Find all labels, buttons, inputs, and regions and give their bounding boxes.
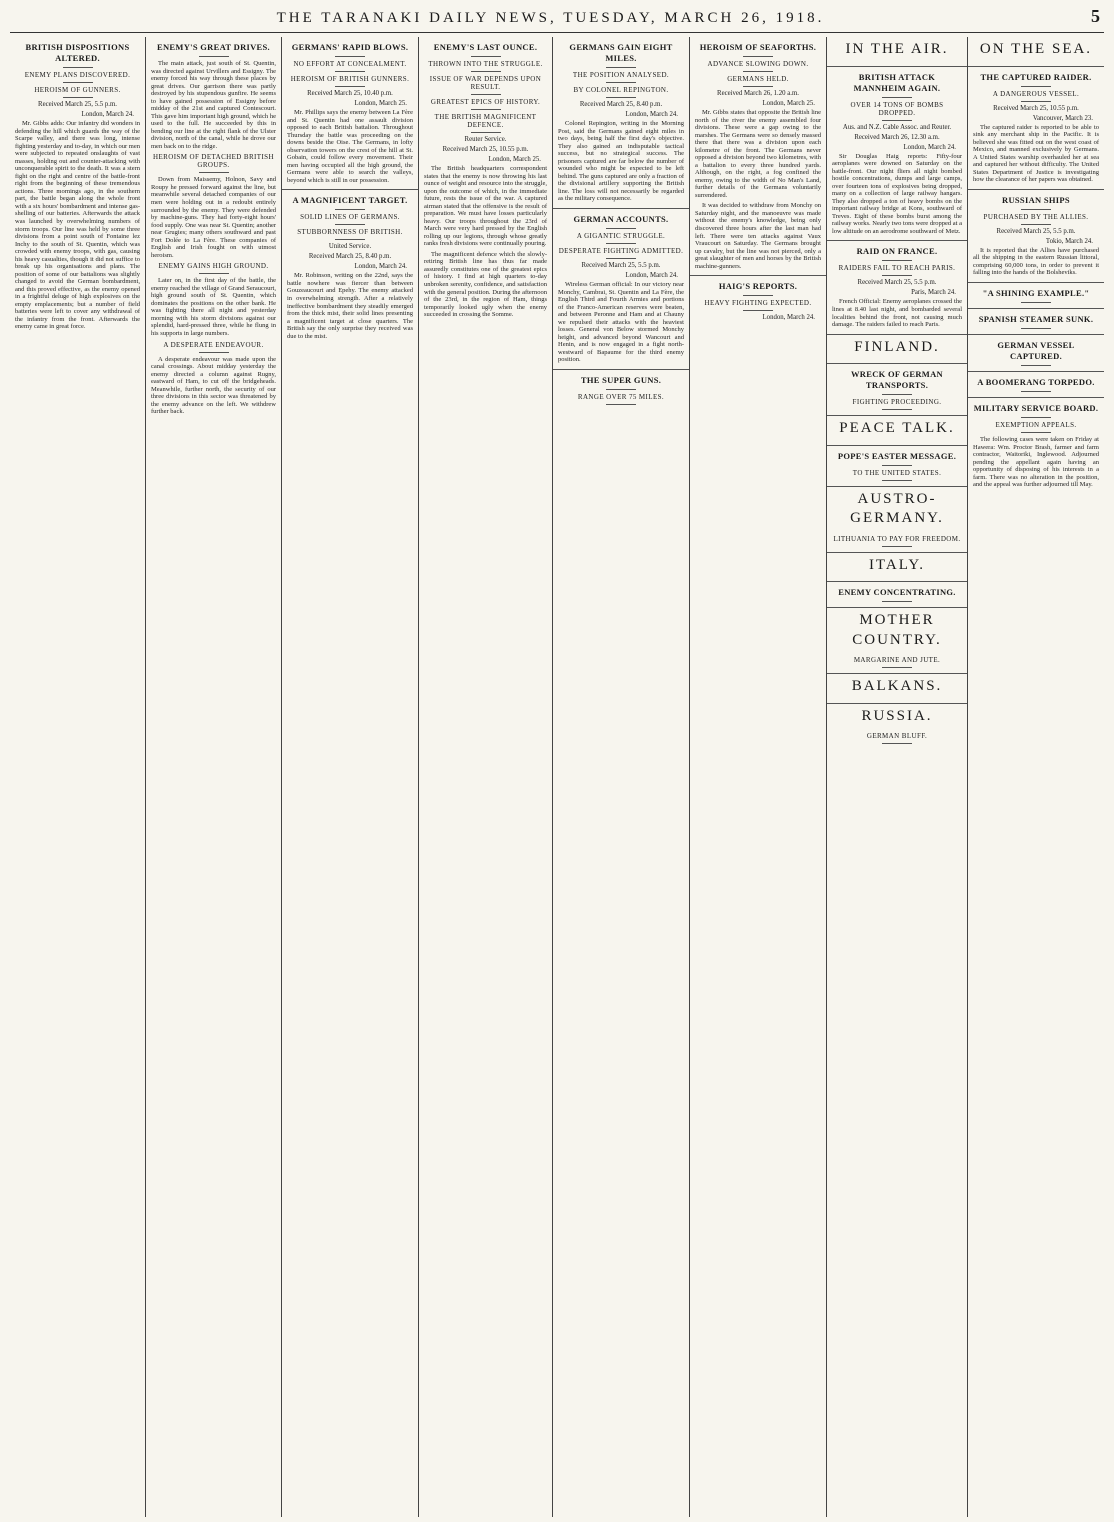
column-rule <box>827 703 967 704</box>
section-headline: GERMANS GAIN EIGHT MILES. <box>569 42 673 64</box>
short-rule <box>1021 432 1051 433</box>
section-banner: ITALY. <box>868 556 926 573</box>
sub-headline: PURCHASED BY THE ALLIES. <box>983 212 1089 221</box>
short-rule <box>606 258 636 259</box>
column-5 <box>553 37 690 1517</box>
dateline: Received March 25, 5.5 p.m. <box>996 227 1076 235</box>
sub-headline: GERMAN BLUFF. <box>866 732 928 741</box>
dateline-place: Vancouver, March 23. <box>1032 114 1093 122</box>
short-rule <box>471 56 501 57</box>
sub-headline: HEROISM OF GUNNERS. <box>34 86 121 95</box>
column-rule <box>553 369 689 370</box>
column-rule <box>690 275 826 276</box>
column-4 <box>419 37 553 1517</box>
dateline: Received March 26, 12.30 a.m. <box>854 133 940 141</box>
column-rule <box>827 486 967 487</box>
short-rule <box>882 743 912 744</box>
article-body: The magnificent defence which the slowly-retiring British line has thus far made assuredly constitutes one of the greatest epics of history. I find at high quarters to-day unbroken serenity, confidence, and satisfaction with the general position. During the afternoon of the 23rd, in the region of Ham, things temporarily looked ugly when the enemy succeeded in crossing the Somme. <box>424 250 547 319</box>
sub-headline: THE POSITION ANALYSED. <box>572 71 670 80</box>
short-rule <box>199 56 229 57</box>
sub-headline: STUBBORNNESS OF BRITISH. <box>297 228 403 237</box>
section-headline: THE CAPTURED RAIDER. <box>980 71 1092 82</box>
dateline: United Service. <box>328 243 372 251</box>
sub-headline: ENEMY GAINS HIGH GROUND. <box>158 262 269 271</box>
short-rule <box>606 243 636 244</box>
dateline: Received March 26, 1.20 a.m. <box>717 90 799 98</box>
dateline: Received March 25, 10.55 p.m. <box>993 104 1079 112</box>
sub-headline: ADVANCE SLOWING DOWN. <box>707 60 809 69</box>
sub-headline: MARGARINE AND JUTE. <box>853 656 941 665</box>
short-rule <box>63 97 93 98</box>
section-headline: BRITISH DISPOSITIONS ALTERED. <box>25 42 130 64</box>
column-container <box>10 37 1104 1517</box>
sub-headline: NO EFFORT AT CONCEALMENT. <box>293 60 407 69</box>
column-rule <box>827 581 967 582</box>
sub-headline: BY COLONEL REPINGTON. <box>573 86 669 95</box>
section-headline: SPANISH STEAMER SUNK. <box>978 314 1094 325</box>
short-rule <box>1021 391 1051 392</box>
sub-headline: OVER 14 TONS OF BOMBS DROPPED. <box>850 100 944 117</box>
short-rule <box>743 56 773 57</box>
short-rule <box>471 132 501 133</box>
column-rule <box>827 240 967 241</box>
short-rule <box>471 71 501 72</box>
sub-headline: HEAVY FIGHTING EXPECTED. <box>704 299 812 308</box>
short-rule <box>335 239 365 240</box>
section-banner: ON THE SEA. <box>979 41 1093 57</box>
short-rule <box>1021 86 1051 87</box>
short-rule <box>743 310 773 311</box>
short-rule <box>199 172 229 173</box>
short-rule <box>199 352 229 353</box>
dateline-place: Paris, March 24. <box>911 289 956 297</box>
article-body: It is reported that the Allies have purchased all the shipping in the eastern Russian littoral, comprising 60,000 tons, in order to prevent it falling into the hands of the Bolsheviks. <box>973 246 1099 277</box>
dateline-place: London, March 24. <box>625 111 678 119</box>
article-body: The main attack, just south of St. Quentin, was directed against Urvillers and Essigny. The enemy forced his way through these places by great drives. Our garrison there was partly destroyed by his stupendous gunfire. He seems to have gained possession of Essigny before midday of the 21st and captured Contescourt. This gave him important high ground, which he used to the full. He succeeded by this in bending our line at the right flank of the Ulster division, north of the canal, while he drove our men back on to the ridge. <box>151 60 276 150</box>
sub-headline: RANGE OVER 75 MILES. <box>577 392 665 401</box>
column-rule <box>827 673 967 674</box>
column-rule <box>827 445 967 446</box>
article-body: Sir Douglas Haig reports: Fifty-four aeroplanes were downed on Saturday on the battle-front. Our night fliers all night bombed hostile concentrations, dumps and large camps, over fourteen tons of explosives being dropped, many on a collection of large railway hangars. They also dropped a ton of heavy bombs on the important railway bridge at Kons, southward of Treves. Eight of these bombs burst among the railway works. Nearly two tons were dropped at a low altitude on an aerodrome southward of Metz. <box>832 152 962 235</box>
section-banner: IN THE AIR. <box>845 41 949 57</box>
article-body: Down from Maissemy, Holnon, Savy and Roupy he pressed forward against the line, but meanwhile several detached companies of our men were holding out in a redoubt entirely surrounded by the enemy. They were defended by machine-guns. They had forty-eight hours' food supply. One was near St. Quentin; another near Grugies; many others southward and past Fort Dolée to La Fère. These companies of English and Irish fought on with utmost heroism. <box>151 176 276 259</box>
short-rule <box>63 67 93 68</box>
masthead-title: THE TARANAKI DAILY NEWS, TUESDAY, MARCH 26, 1918. <box>276 10 825 26</box>
page-number: 5 <box>1091 6 1100 26</box>
section-headline: WRECK OF GERMAN TRANSPORTS. <box>850 369 943 391</box>
sub-headline: THROWN INTO THE STRUGGLE. <box>428 60 543 69</box>
short-rule <box>606 228 636 229</box>
dateline-place: London, March 25. <box>488 156 541 164</box>
dateline: Received March 25, 5.5 p.m. <box>857 279 937 287</box>
short-rule <box>882 465 912 466</box>
column-rule <box>827 363 967 364</box>
short-rule <box>1021 328 1051 329</box>
sub-headline: FIGHTING PROCEEDING. <box>852 398 942 407</box>
column-rule <box>282 189 418 190</box>
short-rule <box>743 71 773 72</box>
dateline-place: London, March 25. <box>354 100 407 108</box>
short-rule <box>882 97 912 98</box>
dateline-place: London, March 24. <box>762 314 815 322</box>
section-banner: BALKANS. <box>851 678 943 695</box>
short-rule <box>606 97 636 98</box>
section-banner: FINLAND. <box>854 338 940 355</box>
section-banner: AUSTRO-GERMANY. <box>850 490 944 527</box>
article-body: Mr. Gibbs states that opposite the British line north of the river the enemy assembled four divisions. These were a gap owing to the marshes. The Germans were so densely massed there that there was a division upon each kilometre of the front. The Germans never opposed a division beyond two kilometres, with a battalion to every three hundred yards. Although, on the right, a fog confined the enemy, owing to the width of No Man's Land, further details of the Germans voluntarily surrendered. <box>695 109 821 199</box>
section-headline: A MAGNIFICENT TARGET. <box>292 195 408 206</box>
article-body: Mr. Phillips says the enemy between La Fère and St. Quentin had one assault division opposed to each British battalion. Throughout Thursday the battle was proceeding on the downs beside the Oise. The Germans, in lofty observation towers on the crest of the hill at St. Gobain, could follow every movement. Their men having occupied all the high ground, the Germans were able to search the valleys, beyond which is still in our possession. <box>287 109 413 184</box>
column-rule <box>968 66 1104 67</box>
section-banner: RUSSIA. <box>861 707 933 724</box>
dateline: Reuter Service. <box>464 136 507 144</box>
article-body: It was decided to withdraw from Monchy on Saturday night, and the manoeuvre was made without the enemy's knowledge, being only discovered three hours after the last man had left. There were ten attacks against Vaux Vraucourt on Saturday. The Germans brought up cavalry, but the line was not pierced, only a great slaughter of men and horses by the British machine-gunners. <box>695 202 821 270</box>
section-banner: MOTHER COUNTRY. <box>852 612 942 648</box>
sub-headline: SOLID LINES OF GERMANS. <box>300 213 400 222</box>
column-3 <box>282 37 419 1517</box>
dateline: Received March 25, 8.40 p.m. <box>579 101 663 109</box>
short-rule <box>606 82 636 83</box>
short-rule <box>882 409 912 410</box>
column-rule <box>968 308 1104 309</box>
short-rule <box>199 273 229 274</box>
section-headline: MILITARY SERVICE BOARD. <box>973 403 1099 414</box>
section-headline: RAID ON FRANCE. <box>856 246 938 257</box>
sub-headline: A DESPERATE ENDEAVOUR. <box>163 340 264 349</box>
sub-headline: ISSUE OF WAR DEPENDS UPON RESULT. <box>429 75 542 92</box>
short-rule <box>882 275 912 276</box>
section-headline: ENEMY'S LAST OUNCE. <box>433 42 538 52</box>
dateline-place: London, March 24. <box>81 111 134 119</box>
sub-headline: THE BRITISH MAGNIFICENT DEFENCE. <box>434 113 537 130</box>
dateline: Received March 25, 5.5 p.m. <box>38 101 117 109</box>
article-body: Mr. Gibbs adds: Our infantry did wonders in defending the hill which guards the way of the Scarpe valley, and there was long, intense fighting yesterday and to-day, in which our men were subjected to repeated onslaughts of vast masses, holding out and counter-attacking with unconquerable spirit to the death. It was a stern fight on the right and centre of the battle-front right from the beginning of these tremendous actions. Three mornings ago, in the southern part, the battle began along the whole front with a six hours' bombardment and intense gas-shelling of our batteries. Afterwards the attack was launched by overwhelming numbers of storm troops. Our line was held by some three divisions from a point south of Fontaine lez Inchy to the south of St. Quentin, which was crowded with enemy troops, with gas, causing his heavy casualties, though it did not suffice to break up his organisations and plans. The position of some of our battalions was slightly changed to avoid the German bombardment, and this proved effective, as the enemy opened in a frightful deluge of high explosives on the empty emplacements; but a number of field batteries were left to cover any withdrawal of the infantry from the front. Afterwards the enemy came in great force. <box>15 120 140 331</box>
article-body: The British headquarters correspondent states that the enemy is now throwing his last ounce of weight and resource into the struggle, upon the outcome of which, in the immediate future, rests the issue of the war. A captured airman stated that the offensive is the result of preparation. We must have losses particularly heavy. Our troops throughout the 23rd of March were very hard pressed by the English rolling up our legions, through whose greatly ranks fresh divisions were continually pouring. <box>424 165 547 248</box>
dateline-place: Tokio, March 24. <box>1045 237 1093 245</box>
section-headline: HAIG'S REPORTS. <box>718 281 798 292</box>
article-body: The captured raider is reported to be able to sink any merchant ship in the Pacific. It is believed she was fitted out on the west coast of Mexico, and manned exclusively by Germans. A United States warship overhauled her at sea and captured her without difficulty. The United States Department of Justice is investigating how the clearance of her papers was obtained. <box>973 123 1099 184</box>
short-rule <box>743 86 773 87</box>
short-rule <box>882 120 912 121</box>
short-rule <box>1021 224 1051 225</box>
section-headline: BRITISH ATTACK MANNHEIM AGAIN. <box>853 71 941 93</box>
section-headline: THE SUPER GUNS. <box>580 374 662 385</box>
sub-headline: TO THE UNITED STATES. <box>852 468 942 477</box>
short-rule <box>335 71 365 72</box>
section-headline: ENEMY'S GREAT DRIVES. <box>157 42 270 52</box>
short-rule <box>882 601 912 602</box>
short-rule <box>335 56 365 57</box>
section-headline: POPE'S EASTER MESSAGE. <box>837 450 957 461</box>
short-rule <box>471 109 501 110</box>
column-8 <box>968 37 1104 1517</box>
sub-headline: DESPERATE FIGHTING ADMITTED. <box>558 246 684 255</box>
short-rule <box>335 224 365 225</box>
section-banner: PEACE TALK. <box>839 420 955 437</box>
masthead <box>10 6 1104 33</box>
column-rule <box>827 66 967 67</box>
section-headline: HEROISM OF SEAFORTHS. <box>699 42 817 52</box>
dateline: Aus. and N.Z. Cable Assoc. and Reuter. <box>842 123 952 131</box>
sub-headline: HEROISM OF DETACHED BRITISH GROUPS. <box>153 153 274 170</box>
short-rule <box>606 389 636 390</box>
short-rule <box>882 667 912 668</box>
short-rule <box>882 480 912 481</box>
sub-headline: RAIDERS FAIL TO REACH PARIS. <box>838 264 956 273</box>
section-headline: GERMAN VESSEL CAPTURED. <box>997 340 1075 362</box>
sub-headline: A GIGANTIC STRUGGLE. <box>576 231 666 240</box>
column-rule <box>827 607 967 608</box>
column-rule <box>968 189 1104 190</box>
sub-headline: HEROISM OF BRITISH GUNNERS. <box>290 75 410 84</box>
dateline-place: London, March 24. <box>903 143 956 151</box>
column-6 <box>690 37 827 1517</box>
article-body: Mr. Robinson, writing on the 22nd, says the battle nowhere was fiercer than between Gouzeaucourt and Epehy. The enemy attacked in overwhelming strength. After a relatively ineffective bombardment they steadily emerged from the thick mist, their solid lines presenting a magnificent target at close quarters. The British say the only surprise they received was due to the mist. <box>287 272 413 340</box>
short-rule <box>882 260 912 261</box>
short-rule <box>743 295 773 296</box>
short-rule <box>335 209 365 210</box>
dateline: Received March 25, 5.5 p.m. <box>581 261 661 269</box>
article-body: French Official: Enemy aeroplanes crossed the lines at 8.40 last night, and bombarded several localities behind the front, not causing much damage. The raiders failed to reach Paris. <box>832 298 962 329</box>
sub-headline: LITHUANIA TO PAY FOR FREEDOM. <box>833 534 961 543</box>
sub-headline: A DANGEROUS VESSEL. <box>992 89 1080 98</box>
article-body: A desperate endeavour was made upon the canal crossings. About midday yesterday the enemy directed a column against Rugny, eastward of Ham, to cut off the bridgeheads. Meanwhile, further north, the security of our three divisions in this sector was threatened by the enemy advance on the left. We withdrew further back. <box>151 355 276 416</box>
section-headline: "A SHINING EXAMPLE." <box>982 287 1090 298</box>
sub-headline: GREATEST EPICS OF HISTORY. <box>430 98 541 107</box>
column-7 <box>827 37 968 1517</box>
short-rule <box>1021 417 1051 418</box>
column-1 <box>10 37 146 1517</box>
short-rule <box>882 394 912 395</box>
short-rule <box>471 94 501 95</box>
column-rule <box>827 552 967 553</box>
column-rule <box>827 415 967 416</box>
dateline: Received March 25, 10.40 p.m. <box>307 90 393 98</box>
sub-headline: GERMANS HELD. <box>727 75 789 84</box>
sub-headline: EXEMPTION APPEALS. <box>995 421 1077 430</box>
short-rule <box>1021 365 1051 366</box>
sub-headline: ENEMY PLANS DISCOVERED. <box>24 71 131 80</box>
column-rule <box>968 397 1104 398</box>
column-2 <box>146 37 282 1517</box>
short-rule <box>335 86 365 87</box>
article-body: Wireless German official: In our victory near Monchy, Cambrai, St. Quentin and La Fère, the English Third and Fourth Armies and portions of the Franco-American reserves were beaten, and between Peronne and Ham and at Chauny we repulsed their attacks with the heaviest losses. General von Below stormed Monchy height, and advanced beyond Wancourt and Henin, and is now engaged in a fight north-westward of Bapaume for the third enemy position. <box>558 280 684 364</box>
dateline-place: London, March 24. <box>354 263 407 271</box>
column-rule <box>968 282 1104 283</box>
article-body: Later on, in the first day of the battle, the enemy reached the village of Grand Seraucourt, high ground south of St. Quentin, which dominates the positions on the other bank. He was fighting there all night and yesterday morning with his storm divisions against our splendid, hard-pressed three, while he flung in his supports in large numbers. <box>151 277 276 337</box>
column-rule <box>968 371 1104 372</box>
column-rule <box>827 334 967 335</box>
article-body: Colonel Repington, writing in the Morning Post, said the Germans gained eight miles in two days, being half the first day's objective. They also gained an indisputable tactical success, but no strategical success. The prisoners captured are far below the number of wounded who might be expected to be left behind. The guns captured are only a fraction of the divisional artillery supporting the British line. The loss will not necessarily be regarded as the military consequence. <box>558 120 684 203</box>
short-rule <box>606 67 636 68</box>
article-body: The following cases were taken on Friday at Hawera: Wm. Proctor Brash, farmer and farm contractor, Waitoriki, Inglewood. Adjourned pending the appellant again having an opportunity of disposing of his interests in a farm. There was no alteration in the position, and the appeal was further adjourned till May. <box>973 436 1099 489</box>
section-headline: A BOOMERANG TORPEDO. <box>977 377 1095 388</box>
dateline: Received March 25, 8.40 p.m. <box>308 253 392 261</box>
short-rule <box>882 546 912 547</box>
section-headline: ENEMY CONCENTRATING. <box>838 587 956 598</box>
short-rule <box>1021 101 1051 102</box>
short-rule <box>1021 302 1051 303</box>
dateline-place: London, March 24. <box>625 271 678 279</box>
short-rule <box>606 404 636 405</box>
short-rule <box>1021 209 1051 210</box>
dateline: Received March 25, 10.55 p.m. <box>442 146 529 154</box>
column-rule <box>553 208 689 209</box>
section-headline: GERMANS' RAPID BLOWS. <box>291 42 409 52</box>
section-headline: RUSSIAN SHIPS <box>1002 194 1070 205</box>
short-rule <box>63 82 93 83</box>
section-headline: GERMAN ACCOUNTS. <box>573 213 669 224</box>
column-rule <box>968 334 1104 335</box>
dateline-place: London, March 25. <box>762 100 815 108</box>
